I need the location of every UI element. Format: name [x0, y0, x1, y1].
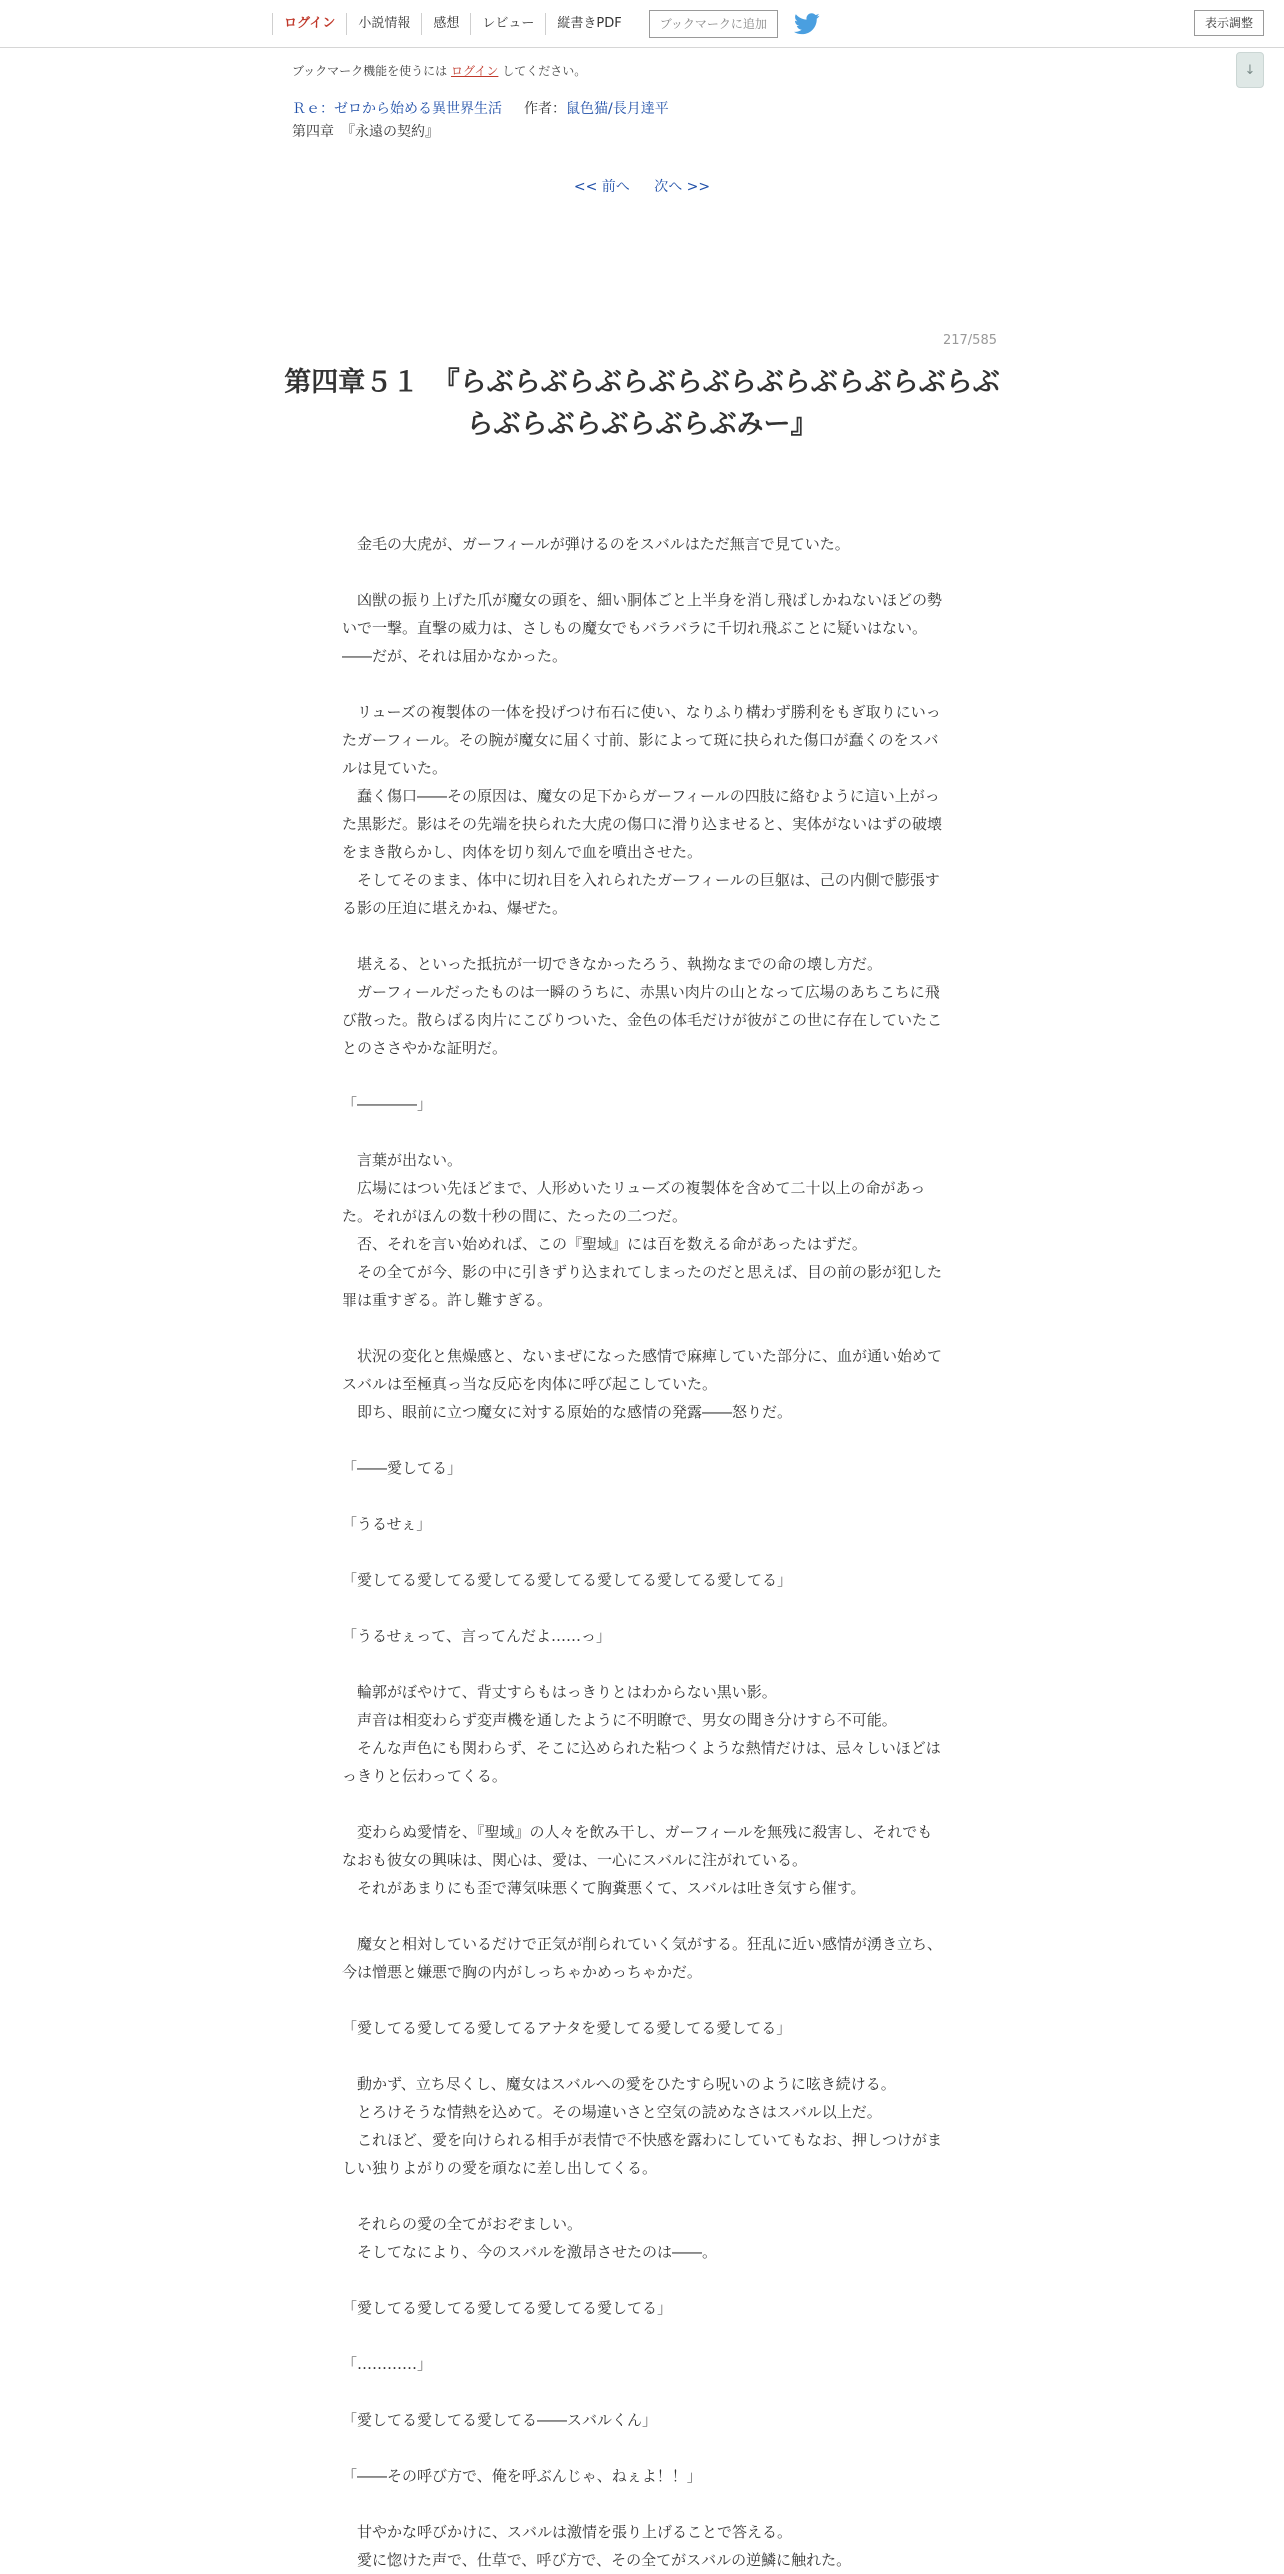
episode-counter: 217/585: [942, 333, 997, 348]
body-paragraph: 魔女と相対しているだけで正気が削られていく気がする。狂乱に近い感情が湧き立ち、今は憎悪と嫌悪で胸の内がしっちゃかめっちゃかだ。: [342, 1935, 943, 1981]
author-link[interactable]: 鼠色猫/長月達平: [566, 101, 669, 117]
body-paragraph: 「――――」: [342, 1095, 433, 1113]
bookmark-login-notice: [292, 62, 586, 79]
twitter-icon[interactable]: [794, 13, 820, 35]
body-paragraph: [342, 2182, 942, 2210]
body-paragraph: 堪える、といった抵抗が一切できなかったろう、執拗なまでの命の壊し方だ。: [342, 955, 883, 973]
body-paragraph: 変わらぬ愛情を、『聖域』の人々を飲み干し、ガーフィールを無残に殺害し、それでもなおも彼女の興味は、関心は、愛は、一心にスバルに注がれている。: [342, 1823, 933, 1869]
body-paragraph: [342, 1650, 942, 1678]
body-paragraph: [342, 1482, 942, 1510]
body-paragraph: 「うるせぇって、言ってんだよ……っ」: [342, 1627, 611, 1645]
body-paragraph: 「――その呼び方で、俺を呼ぶんじゃ、ねぇよ！！」: [342, 2467, 702, 2485]
nav-login[interactable]: ログイン: [272, 13, 346, 35]
body-paragraph: 金毛の大虎が、ガーフィールが弾けるのをスバルはただ無言で見ていた。: [342, 535, 850, 553]
body-paragraph: 即ち、眼前に立つ魔女に対する原始的な感情の発露――怒りだ。: [342, 1403, 793, 1421]
body-paragraph: 「――愛してる」: [342, 1459, 463, 1477]
body-paragraph: 凶獣の振り上げた爪が魔女の頭を、細い胴体ごと上半身を消し飛ばしかねないほどの勢いで一撃。直撃の威力は、さしもの魔女でもバラバラに千切れ飛ぶことに疑いはない。――だが、それは届かなかった。: [342, 591, 943, 665]
body-paragraph: 状況の変化と焦燥感と、ないまぜになった感情で麻痺していた部分に、血が通い始めてスバルは至極真っ当な反応を肉体に呼び起こしていた。: [342, 1347, 943, 1393]
body-paragraph: それらの愛の全てがおぞましい。: [342, 2215, 583, 2233]
twitter-bird-icon: [794, 13, 820, 35]
body-paragraph: そしてそのまま、体中に切れ目を入れられたガーフィールの巨躯は、己の内側で膨張する影の圧迫に堪えかね、爆ぜた。: [342, 871, 940, 917]
body-paragraph: 「愛してる愛してる愛してる愛してる愛してる」: [342, 2299, 673, 2317]
episode-body: [342, 530, 942, 2574]
body-paragraph: そんな声色にも関わらず、そこに込められた粘つくような熱情だけは、忌々しいほどはっきりと伝わってくる。: [342, 1739, 941, 1785]
nav-impressions[interactable]: 感想: [421, 13, 470, 35]
author-label: 作者：: [524, 101, 566, 117]
body-paragraph: [342, 1314, 942, 1342]
top-header: [0, 0, 1284, 48]
novel-title-link[interactable]: Ｒｅ：ゼロから始める異世界生活: [292, 101, 502, 117]
body-paragraph: 「うるせぇ」: [342, 1515, 432, 1533]
body-paragraph: 愛に惚けた声で、仕草で、呼び方で、その全てがスバルの逆鱗に触れた。: [342, 2551, 852, 2569]
body-paragraph: 広場にはつい先ほどまで、人形めいたリューズの複製体を含めて二十以上の命があった。それがほんの数十秒の間に、たったの二つだ。: [342, 1179, 926, 1225]
body-paragraph: そしてなにより、今のスバルを激昂させたのは――。: [342, 2243, 718, 2261]
body-paragraph: [342, 2434, 942, 2462]
top-nav: [272, 0, 820, 47]
nav-review[interactable]: レビュー: [470, 13, 545, 35]
body-paragraph: [342, 1118, 942, 1146]
body-paragraph: [342, 922, 942, 950]
body-paragraph: 声音は相変わらず変声機を通したように不明瞭で、男女の聞き分けすら不可能。: [342, 1711, 897, 1729]
body-paragraph: [342, 2266, 942, 2294]
body-paragraph: 「愛してる愛してる愛してる愛してる愛してる愛してる愛してる」: [342, 1571, 793, 1589]
nav-vertical-pdf[interactable]: 縦書きPDF: [545, 13, 632, 35]
body-paragraph: [342, 1538, 942, 1566]
body-paragraph: それがあまりにも歪で薄気味悪くて胸糞悪くて、スバルは吐き気すら催す。: [342, 1879, 866, 1897]
prev-episode-link[interactable]: << 前へ: [573, 179, 630, 195]
body-paragraph: 「愛してる愛してる愛してるアナタを愛してる愛してる愛してる」: [342, 2019, 792, 2037]
display-settings-button[interactable]: 表示調整: [1194, 10, 1264, 36]
body-paragraph: 否、それを言い始めれば、この『聖域』には百を数える命があったはずだ。: [342, 1235, 867, 1253]
body-paragraph: [342, 2042, 942, 2070]
notice-login-link[interactable]: ログイン: [450, 64, 499, 78]
chapter-title: 第四章 『永遠の契約』: [292, 124, 439, 140]
body-paragraph: とろけそうな情熱を込めて。その場違いさと空気の読めなさはスバル以上だ。: [342, 2103, 882, 2121]
body-paragraph: ガーフィールだったものは一瞬のうちに、赤黒い肉片の山となって広場のあちこちに飛び散った。散らばる肉片にこびりついた、金色の体毛だけが彼がこの世に存在していたことのささやかな証明だ。: [342, 983, 943, 1057]
body-paragraph: これほど、愛を向けられる相手が表情で不快感を露わにしていてもなお、押しつけがましい独りよがりの愛を頑なに差し出してくる。: [342, 2131, 943, 2177]
body-paragraph: [342, 1986, 942, 2014]
body-paragraph: [342, 1062, 942, 1090]
body-paragraph: [342, 558, 942, 586]
novel-info-line: [292, 98, 669, 118]
episode-title: 第四章５１ 『らぶらぶらぶらぶらぶらぶらぶらぶらぶらぶらぶらぶらぶらぶらぶみー』: [284, 367, 1000, 440]
body-paragraph: [342, 670, 942, 698]
add-bookmark-button[interactable]: ブックマークに追加: [649, 10, 778, 38]
body-paragraph: [342, 2322, 942, 2350]
body-paragraph: [342, 1426, 942, 1454]
body-paragraph: 輪郭がぼやけて、背丈すらもはっきりとはわからない黒い影。: [342, 1683, 777, 1701]
body-paragraph: 動かず、立ち尽くし、魔女はスバルへの愛をひたすら呪いのように呟き続ける。: [342, 2075, 896, 2093]
body-paragraph: 甘やかな呼びかけに、スバルは激情を張り上げることで答える。: [342, 2523, 793, 2541]
body-paragraph: 蠢く傷口――その原因は、魔女の足下からガーフィールの四肢に絡むように這い上がった黒影だ。影はその先端を抉られた大虎の傷口に滑り込ませると、実体がないはずの破壊をまき散らかし、肉体を切り刻んで血を噴出させた。: [342, 787, 943, 861]
body-paragraph: [342, 1790, 942, 1818]
next-episode-link[interactable]: 次へ >>: [654, 179, 711, 195]
body-paragraph: [342, 1594, 942, 1622]
body-paragraph: [342, 2378, 942, 2406]
body-paragraph: [342, 1902, 942, 1930]
body-paragraph: 「…………」: [342, 2355, 433, 2373]
notice-prefix: ブックマーク機能を使うには: [292, 64, 451, 78]
body-paragraph: 言葉が出ない。: [342, 1151, 463, 1169]
notice-suffix: してください。: [498, 64, 587, 78]
body-paragraph: [342, 2490, 942, 2518]
nav-novel-info[interactable]: 小説情報: [346, 13, 421, 35]
body-paragraph: 「愛してる愛してる愛してる――スバルくん」: [342, 2411, 658, 2429]
body-paragraph: その全てが今、影の中に引きずり込まれてしまったのだと思えば、目の前の影が犯した罪は重すぎる。許し難すぎる。: [342, 1263, 943, 1309]
scroll-down-arrow-icon[interactable]: ↓: [1236, 52, 1264, 88]
episode-pager: [0, 176, 1284, 196]
body-paragraph: リューズの複製体の一体を投げつけ布石に使い、なりふり構わず勝利をもぎ取りにいったガーフィール。その腕が魔女に届く寸前、影によって斑に抉られた傷口が蠢くのをスバルは見ていた。: [342, 703, 941, 777]
